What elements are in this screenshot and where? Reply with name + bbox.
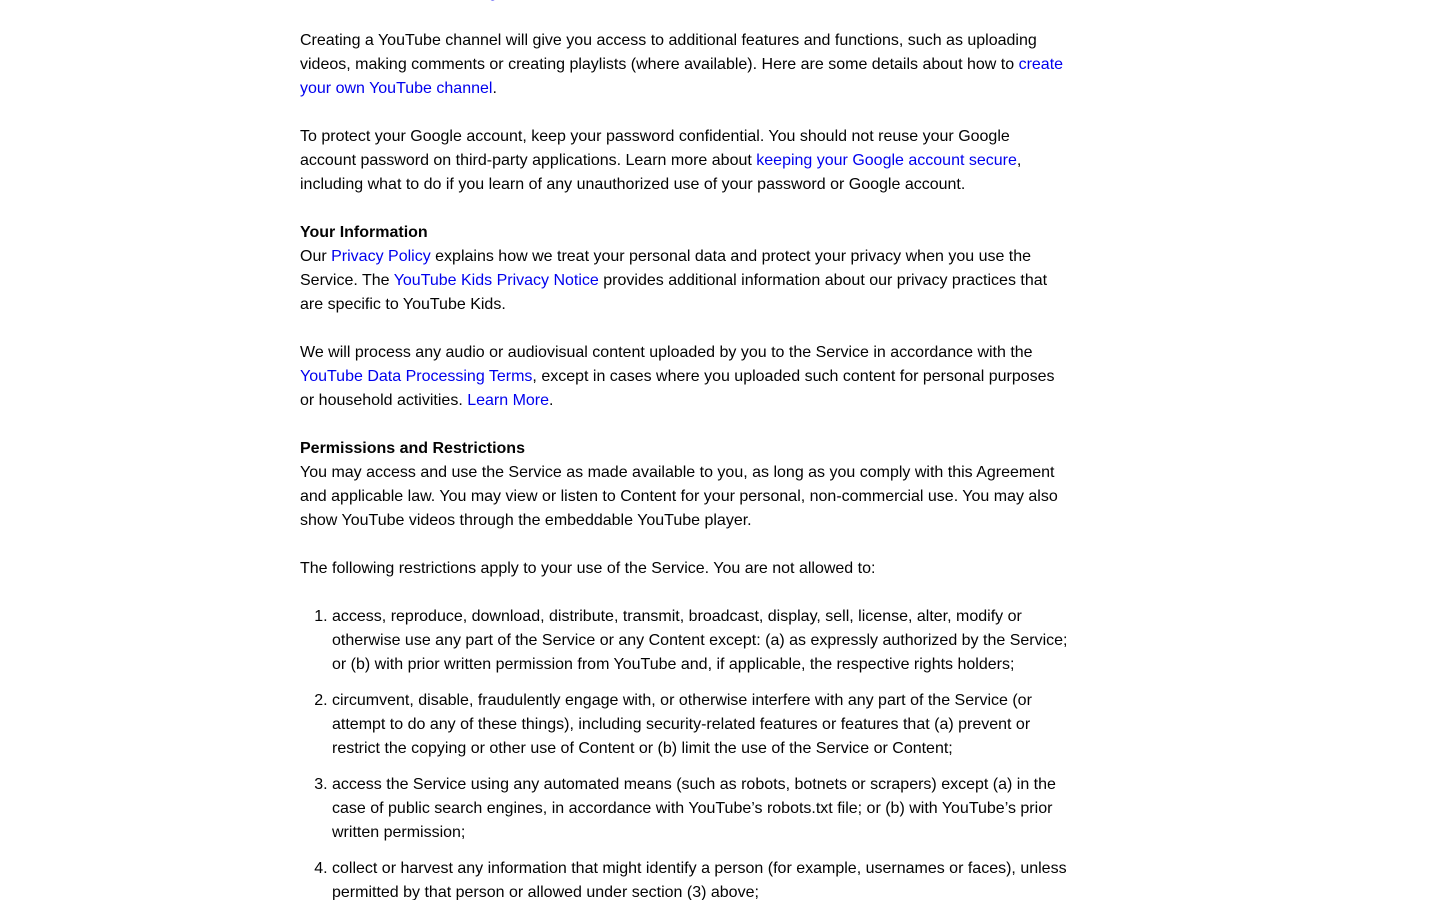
your-information-section (300, 221, 1070, 317)
restriction-item: 2. circumvent, disable, fraudulently engage with, or otherwise interfere with any part of the Service (or attempt to do any of these things), including security-related features or features that (a) prevent or restrict the copying or other use of Content or (b) limit the use of the Service or Content; (332, 689, 1070, 761)
your-information-heading: Your Information (300, 224, 428, 241)
your-information-paragraph (300, 245, 1070, 317)
protect-account-paragraph (300, 125, 1070, 197)
protect-text-end: , including what to do if you learn of any unauthorized use of your password or Google account. (300, 152, 1022, 193)
info-text-2: explains how we treat your personal data and protect your privacy when you use the Service. The (300, 248, 1032, 289)
channel-paragraph (300, 29, 1070, 101)
restrictions-list (300, 605, 1070, 900)
info-text-1: Our (300, 248, 332, 265)
processing-text-3: . (549, 392, 554, 409)
terms-content (300, 0, 1070, 900)
permissions-section (300, 437, 1070, 533)
data-processing-paragraph (300, 341, 1070, 413)
youtube-kids-privacy-link[interactable]: YouTube Kids Privacy Notice (393, 272, 599, 289)
channel-text: Creating a YouTube channel will give you access to additional features and functions, such as uploading videos, making comments or creating playlists (where available). Here are some details about how to (300, 32, 1037, 73)
clipped-top-line (300, 0, 1070, 5)
restriction-item: 3. access the Service using any automated means (such as robots, botnets or scrapers) except (a) in the case of public search engines, in accordance with YouTube’s robots.txt file; or (b) with YouTube’s prior written permission; (332, 773, 1070, 845)
restrictions-intro: The following restrictions apply to your use of the Service. You are not allowed to: (300, 560, 876, 577)
clipped-top-link[interactable] (450, 0, 505, 1)
learn-more-link[interactable]: Learn More (467, 392, 550, 409)
data-processing-terms-link[interactable]: YouTube Data Processing Terms (300, 368, 533, 385)
channel-text-end: . (492, 80, 497, 97)
restriction-item: 4. collect or harvest any information that might identify a person (for example, usernames or faces), unless permitted by that person or allowed under section (3) above; (332, 857, 1070, 900)
processing-text-2: , except in cases where you uploaded such content for personal purposes or household activities. (300, 368, 1055, 409)
permissions-heading: Permissions and Restrictions (300, 440, 525, 457)
protect-text: To protect your Google account, keep your password confidential. You should not reuse your Google account password on third-party applications. Learn more about (300, 128, 1010, 169)
privacy-policy-link[interactable]: Privacy Policy (331, 248, 431, 265)
info-text-3: provides additional information about our privacy practices that are specific to YouTube Kids. (300, 272, 1048, 313)
create-channel-link[interactable]: create your own YouTube channel (300, 56, 1064, 97)
restriction-item: 1. access, reproduce, download, distribute, transmit, broadcast, display, sell, license, alter, modify or otherwise use any part of the Service or any Content except: (a) as expressly authorized by the Service; or (b) with prior written permission from YouTube and, if applicable, the respective rights holders; (332, 605, 1070, 677)
account-secure-link[interactable]: keeping your Google account secure (756, 152, 1017, 169)
permissions-paragraph: You may access and use the Service as made available to you, as long as you comply with this Agreement and applicable law. You may view or listen to Content for your personal, non-commercial use. You may also show YouTube videos through the embeddable YouTube player. (300, 464, 1058, 529)
processing-text-1: We will process any audio or audiovisual content uploaded by you to the Service in accordance with the (300, 344, 1033, 361)
